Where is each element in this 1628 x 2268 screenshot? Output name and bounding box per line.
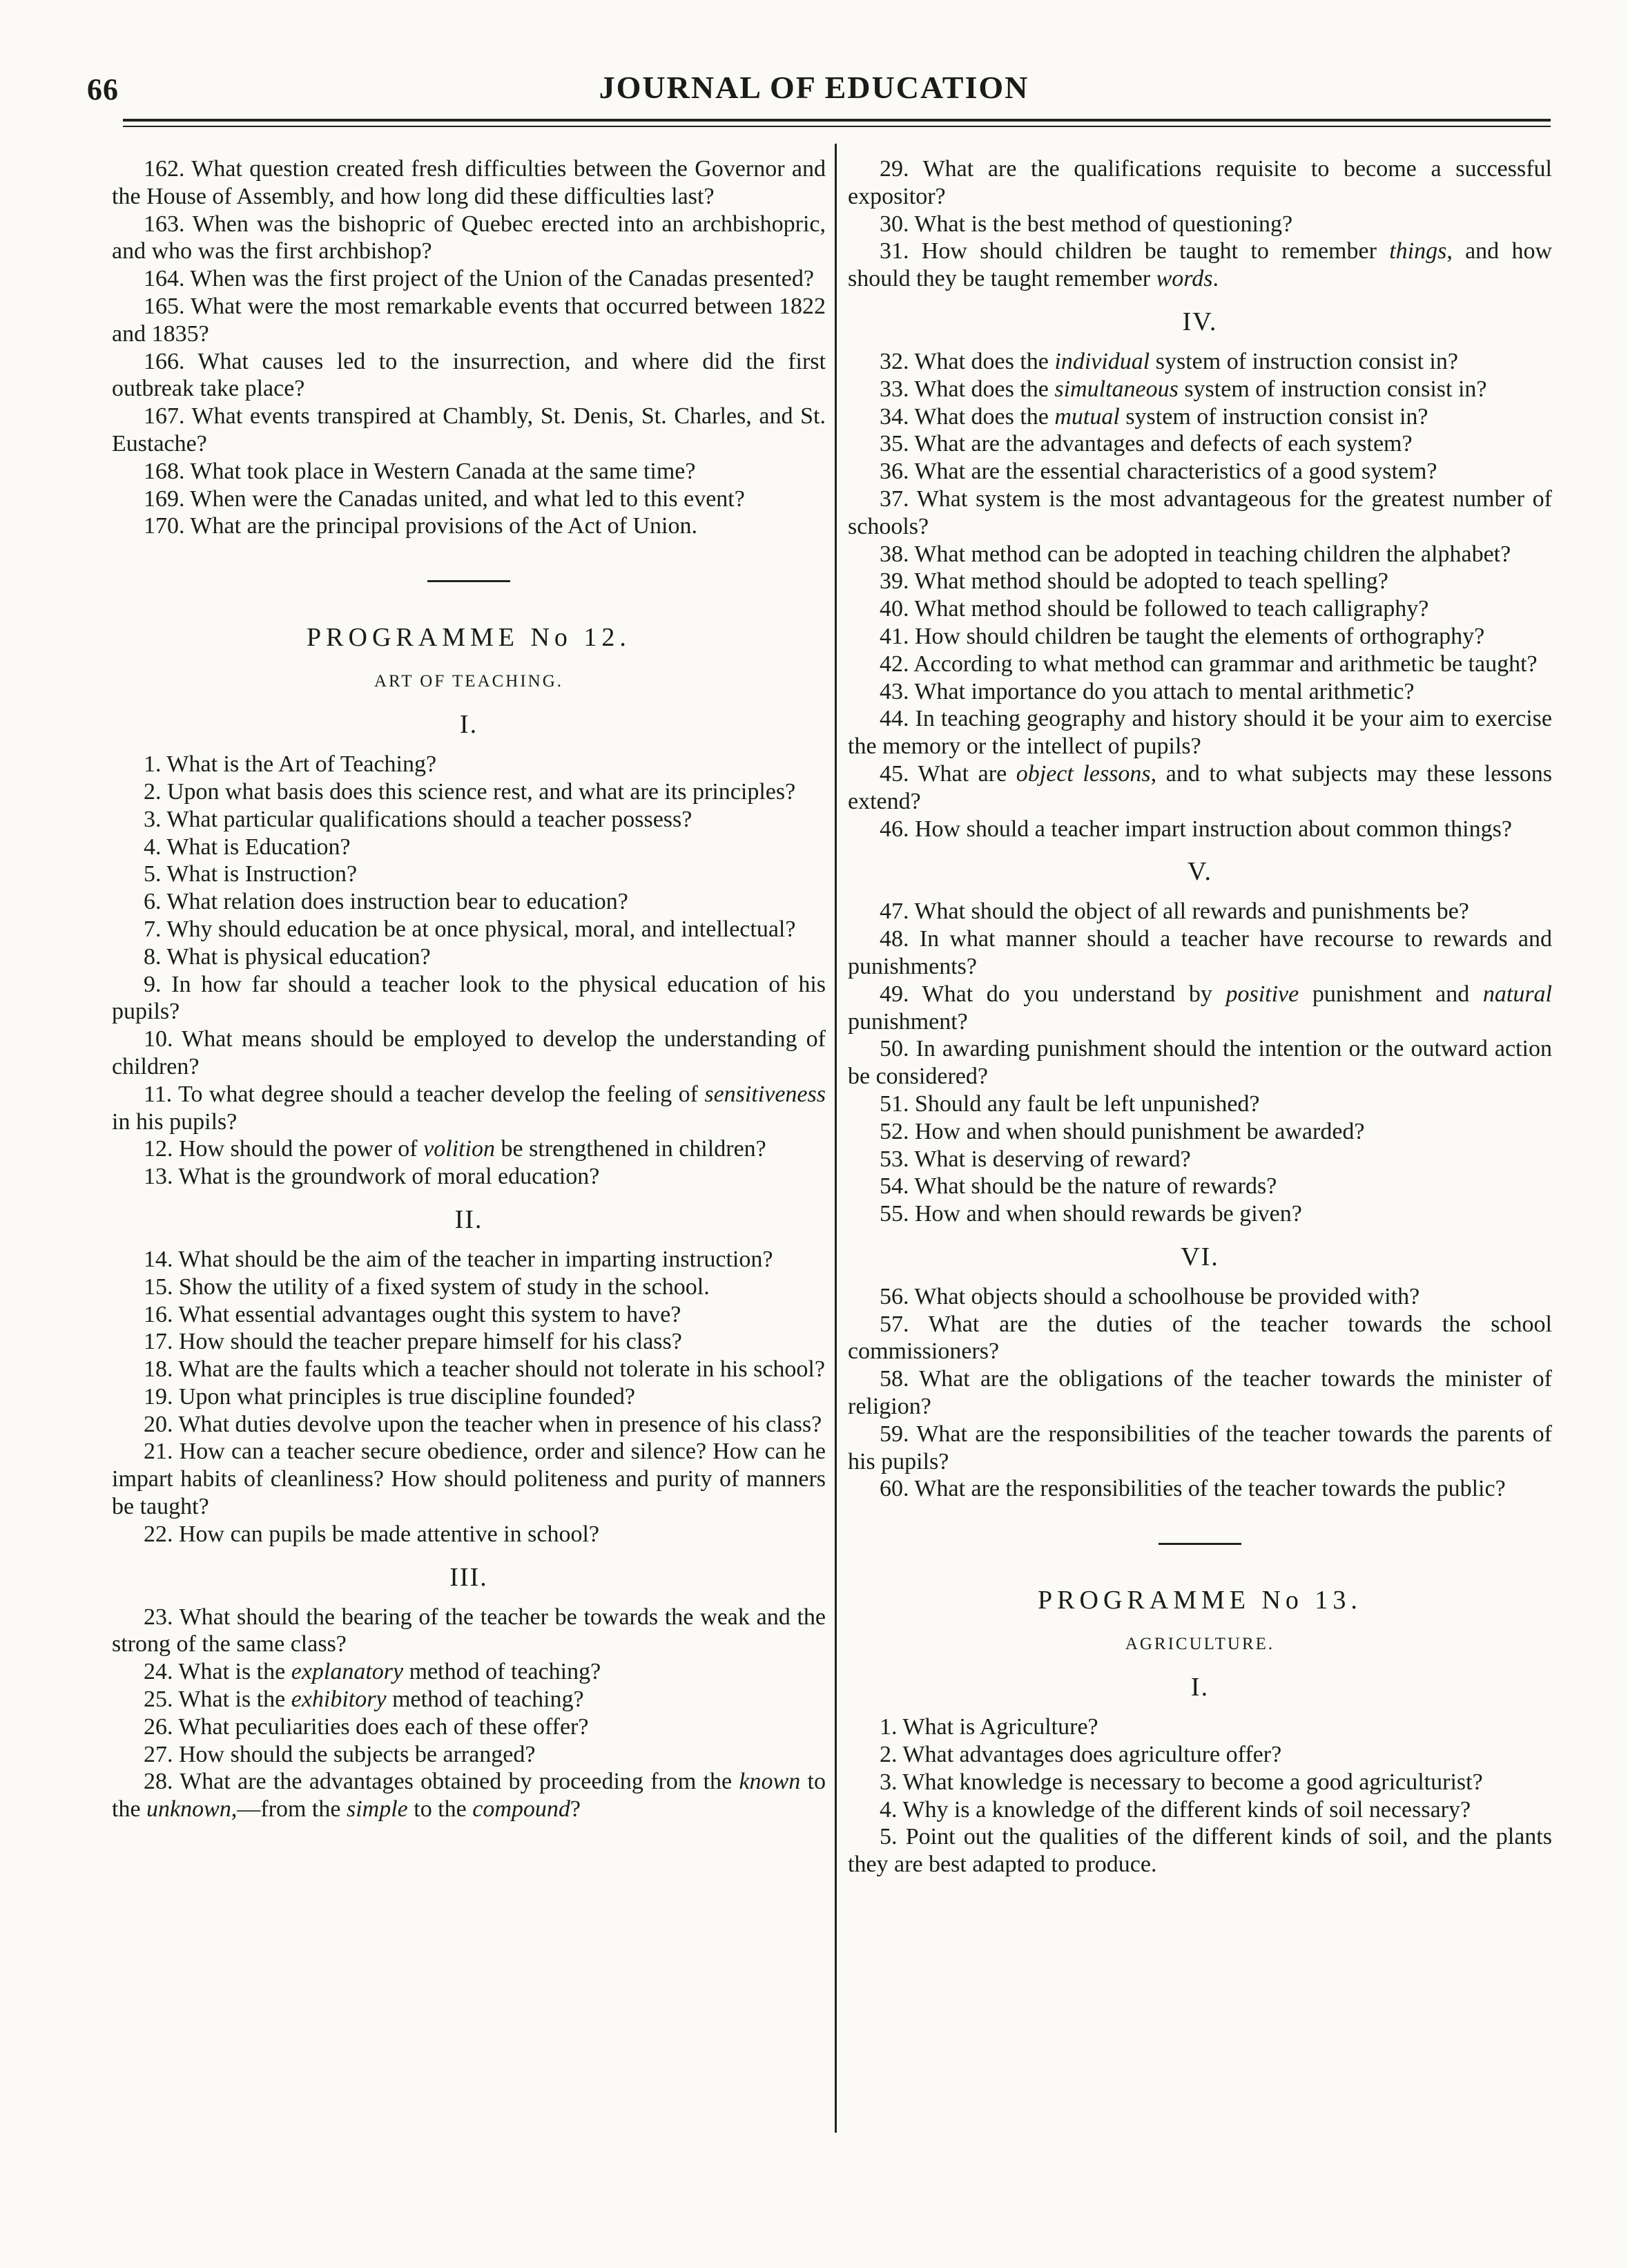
question-169: 169. When were the Canadas united, and what led to this event? — [144, 486, 745, 512]
question-19: 19. Upon what principles is true discipline founded? — [144, 1383, 635, 1410]
question-5: 5. What is Instruction? — [144, 861, 358, 887]
question-12: 12. How should the power of volition be strengthened in children? — [144, 1136, 766, 1162]
agriculture-question-1: 1. What is Agriculture? — [880, 1714, 1098, 1740]
question-46: 46. How should a teacher impart instruction about common things? — [880, 816, 1512, 842]
section-heading-II: II. — [454, 1204, 483, 1234]
question-9: 9. In how far should a teacher look to the physical education of his pupils? — [112, 971, 826, 1025]
question-48: 48. In what manner should a teacher have recourse to rewards and punishments? — [848, 926, 1552, 979]
question-32: 32. What does the individual system of instruction consist in? — [880, 348, 1458, 374]
question-29: 29. What are the qualifications requisite to become a successful expositor? — [848, 156, 1552, 209]
section-heading-III: III. — [449, 1562, 488, 1592]
question-59: 59. What are the responsibilities of the teacher towards the parents of his pupils? — [848, 1421, 1552, 1474]
question-58: 58. What are the obligations of the teacher towards the minister of religion? — [848, 1366, 1552, 1420]
question-28: 28. What are the advantages obtained by proceeding from the known to the unknown,—from the simple to the compound? — [112, 1769, 826, 1823]
question-24: 24. What is the explanatory method of teaching? — [144, 1659, 601, 1685]
question-53: 53. What is deserving of reward? — [880, 1146, 1191, 1172]
question-7: 7. Why should education be at once physical, moral, and intellectual? — [144, 916, 796, 942]
question-10: 10. What means should be employed to develop the understanding of children? — [112, 1026, 826, 1079]
question-166: 166. What causes led to the insurrection, and where did the first outbreak take place? — [112, 348, 826, 402]
question-44: 44. In teaching geography and history should it be your aim to exercise the memory or the intellect of pupils? — [848, 706, 1552, 760]
question-37: 37. What system is the most advantageous for the greatest number of schools? — [848, 486, 1552, 539]
left-column — [112, 155, 826, 1823]
question-20: 20. What duties devolve upon the teacher when in presence of his class? — [144, 1411, 822, 1437]
question-56: 56. What objects should a schoolhouse be provided with? — [880, 1283, 1420, 1309]
question-42: 42. According to what method can grammar and arithmetic be taught? — [880, 651, 1538, 677]
section-separator-rule — [427, 580, 510, 582]
header-rule-thin — [123, 126, 1551, 127]
question-57: 57. What are the duties of the teacher towards the school commissioners? — [848, 1311, 1552, 1365]
question-35: 35. What are the advantages and defects of each system? — [880, 431, 1413, 457]
question-162: 162. What question created fresh difficulties between the Governor and the House of Assembly, and how long did these difficulties last? — [112, 156, 826, 209]
question-33: 33. What does the simultaneous system of instruction consist in? — [880, 376, 1487, 402]
question-26: 26. What peculiarities does each of these offer? — [144, 1713, 589, 1740]
question-23: 23. What should the bearing of the teacher be towards the weak and the strong of the same class? — [112, 1604, 826, 1657]
question-18: 18. What are the faults which a teacher should not tolerate in his school? — [144, 1356, 825, 1383]
question-13: 13. What is the groundwork of moral education? — [144, 1164, 600, 1190]
agriculture-question-2: 2. What advantages does agriculture offer? — [880, 1742, 1282, 1768]
question-50: 50. In awarding punishment should the intention or the outward action be considered? — [848, 1036, 1552, 1090]
question-170: 170. What are the principal provisions of the Act of Union. — [144, 513, 697, 539]
question-45: 45. What are object lessons, and to what subjects may these lessons extend? — [848, 760, 1552, 814]
question-168: 168. What took place in Western Canada at the same time? — [144, 458, 696, 484]
question-51: 51. Should any fault be left unpunished? — [880, 1090, 1260, 1117]
question-17: 17. How should the teacher prepare himself for his class? — [144, 1329, 682, 1355]
question-21: 21. How can a teacher secure obedience, order and silence? How can he impart habits of cleanliness? How should politeness and purity of manners be taught? — [112, 1439, 826, 1520]
programme-12-title: PROGRAMME No 12. — [307, 623, 631, 653]
question-41: 41. How should children be taught the elements of orthography? — [880, 623, 1485, 649]
header-rule-thick — [123, 119, 1551, 122]
question-38: 38. What method can be adopted in teaching children the alphabet? — [880, 541, 1511, 567]
question-8: 8. What is physical education? — [144, 943, 431, 970]
question-3: 3. What particular qualifications should a teacher possess? — [144, 806, 692, 832]
programme-12-subtitle: ART OF TEACHING. — [374, 672, 564, 691]
question-55: 55. How and when should rewards be given? — [880, 1201, 1302, 1227]
question-1: 1. What is the Art of Teaching? — [144, 751, 437, 778]
question-30: 30. What is the best method of questioning? — [880, 211, 1293, 237]
question-4: 4. What is Education? — [144, 834, 351, 860]
question-34: 34. What does the mutual system of instruction consist in? — [880, 403, 1428, 430]
question-31: 31. How should children be taught to remember things, and how should they be taught remember words. — [848, 238, 1552, 292]
question-49: 49. What do you understand by positive punishment and natural punishment? — [848, 981, 1552, 1035]
question-2: 2. Upon what basis does this science rest, and what are its principles? — [144, 778, 796, 805]
section-heading-I: I. — [1190, 1673, 1210, 1702]
journal-title: JOURNAL OF EDUCATION — [599, 70, 1029, 105]
question-6: 6. What relation does instruction bear to education? — [144, 889, 628, 915]
question-27: 27. How should the subjects be arranged? — [144, 1741, 536, 1767]
section-separator-rule — [1159, 1543, 1241, 1545]
question-36: 36. What are the essential characteristics of a good system? — [880, 459, 1437, 485]
question-39: 39. What method should be adopted to teach spelling? — [880, 568, 1388, 595]
question-165: 165. What were the most remarkable events that occurred between 1822 and 1835? — [112, 293, 826, 347]
question-15: 15. Show the utility of a fixed system of study in the school. — [144, 1274, 710, 1300]
question-22: 22. How can pupils be made attentive in school? — [144, 1521, 599, 1547]
question-60: 60. What are the responsibilities of the teacher towards the public? — [880, 1476, 1506, 1502]
section-heading-IV: IV. — [1182, 307, 1218, 336]
agriculture-question-4: 4. Why is a knowledge of the different kinds of soil necessary? — [880, 1796, 1471, 1823]
programme-13-title: PROGRAMME No 13. — [1038, 1586, 1362, 1615]
column-divider — [835, 144, 837, 2133]
question-163: 163. When was the bishopric of Quebec erected into an archbishopric, and who was the first archbishop? — [112, 211, 826, 265]
question-11: 11. To what degree should a teacher develop the feeling of sensitiveness in his pupils? — [112, 1081, 826, 1135]
section-heading-V: V. — [1187, 857, 1213, 887]
page-number: 66 — [87, 73, 119, 106]
section-heading-VI: VI. — [1181, 1242, 1219, 1271]
question-47: 47. What should the object of all rewards and punishments be? — [880, 898, 1469, 925]
question-43: 43. What importance do you attach to mental arithmetic? — [880, 678, 1415, 704]
section-heading-I: I. — [459, 710, 478, 740]
programme-13-subtitle: AGRICULTURE. — [1125, 1635, 1275, 1654]
agriculture-question-5: 5. Point out the qualities of the different kinds of soil, and the plants they are best adapted to produce. — [848, 1824, 1552, 1878]
question-14: 14. What should be the aim of the teacher in imparting instruction? — [144, 1246, 773, 1272]
question-167: 167. What events transpired at Chambly, St. Denis, St. Charles, and St. Eustache? — [112, 403, 826, 457]
question-16: 16. What essential advantages ought this system to have? — [144, 1301, 681, 1327]
question-164: 164. When was the first project of the Union of the Canadas presented? — [144, 266, 814, 292]
question-52: 52. How and when should punishment be awarded? — [880, 1118, 1365, 1144]
right-column — [848, 155, 1552, 1878]
question-25: 25. What is the exhibitory method of teaching? — [144, 1686, 584, 1713]
agriculture-question-3: 3. What knowledge is necessary to become a good agriculturist? — [880, 1769, 1483, 1795]
question-40: 40. What method should be followed to teach calligraphy? — [880, 596, 1429, 622]
question-54: 54. What should be the nature of rewards? — [880, 1173, 1277, 1200]
